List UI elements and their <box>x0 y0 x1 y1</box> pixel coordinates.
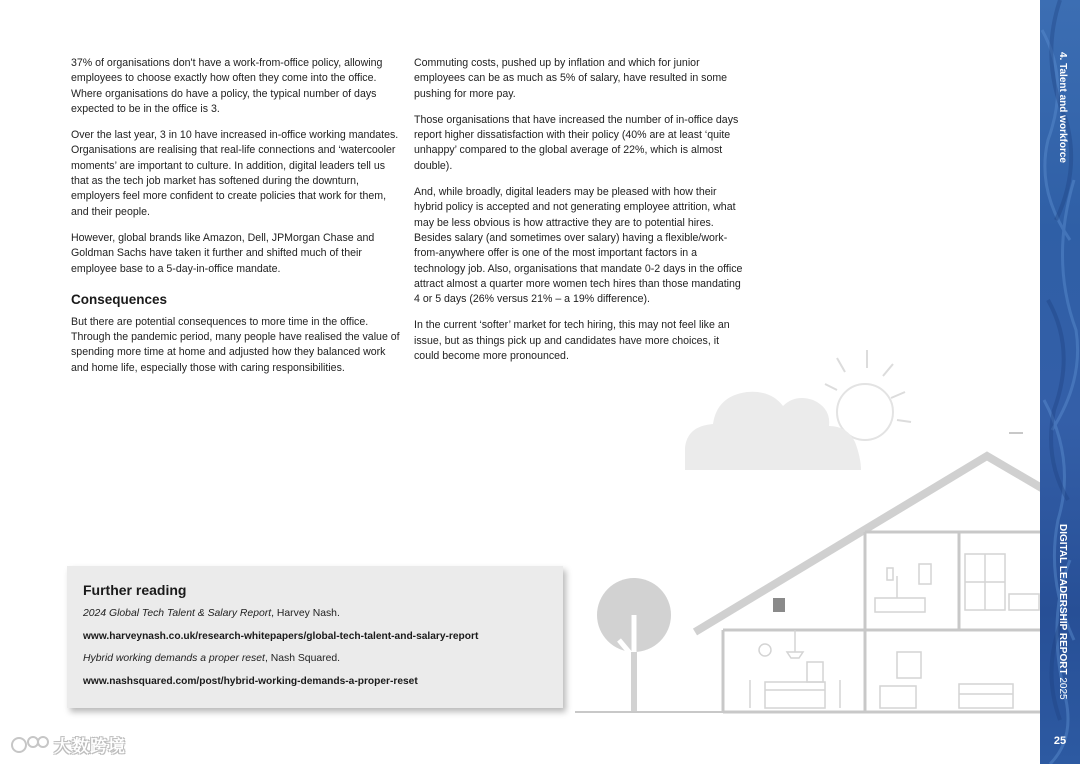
report-year: 2025 <box>1057 677 1068 700</box>
paragraph-office-policy: 37% of organisations don't have a work-from-office policy, allowing employees to choose exactly how often they come into the office. Where organisations do have a policy, the typical number of days expected to be in the office is 3. <box>71 57 383 115</box>
watermark-text: 大数跨境 <box>54 737 126 756</box>
sidebar-section-label: 4. Talent and workforce <box>1057 52 1068 163</box>
left-column <box>71 56 401 387</box>
right-column <box>414 56 744 375</box>
heading-consequences: Consequences <box>71 291 168 307</box>
paragraph-consequences: But there are potential consequences to more time in the office. Through the pandemic period, many people have realised the value of spending more time at home and adjusted how they balanced work and home life, especially those with caring responsibilities. <box>71 315 400 374</box>
reference-2-title: Hybrid working demands a proper reset <box>83 653 265 664</box>
paragraph-softer-market: In the current ‘softer’ market for tech hiring, this may not feel like an issue, but as things pick up and candidates have more choices, it could become more pronounced. <box>414 319 730 363</box>
paragraph-global-brands: However, global brands like Amazon, Dell, JPMorgan Chase and Goldman Sachs have taken it further and shifted much of their employee base to a 5-day-in-office mandate. <box>71 231 375 275</box>
reference-1-link[interactable]: www.harveynash.co.uk/research-whitepapers/global-tech-talent-and-salary-report <box>83 630 479 642</box>
further-reading-title: Further reading <box>83 582 187 598</box>
sidebar-report-title <box>1057 524 1068 700</box>
paragraph-attractiveness: And, while broadly, digital leaders may be pleased with how their hybrid policy is accepted and not generating employee attrition, what may be less obvious is how attractive they are to potential hires. Besides salary (and sometimes over salary) having a flexible/work-from-anywhere offer is one of the most important factors in a technology job. Also, organisations that mandate 0-2 days in the office attract almost a quarter more women tech hires than those mandating 4 or 5 days (26% versus 21% – a 19% difference). <box>414 186 743 306</box>
watermark-logo-icon <box>10 734 50 756</box>
reference-1 <box>83 607 547 621</box>
further-reading-box <box>67 566 563 708</box>
house-illustration <box>575 340 1040 715</box>
reference-1-title: 2024 Global Tech Talent & Salary Report <box>83 608 272 619</box>
page-number: 25 <box>1053 735 1067 747</box>
paragraph-dissatisfaction: Those organisations that have increased the number of in-office days report higher dissatisfaction with their policy (40% are at least ‘quite unhappy’ compared to the global average of 22%, which is almost double). <box>414 113 739 172</box>
reference-2-source: , Nash Squared. <box>264 653 341 664</box>
paragraph-increased-mandates: Over the last year, 3 in 10 have increased in-office working mandates. Organisations are realising that real-life connections and ‘watercooler moments’ are important to culture. In addition, digital leaders tell us that as the tech job market has softened during the downturn, employers feel more confident to create policies that work for them, and their people. <box>71 129 399 218</box>
reference-2-link[interactable]: www.nashsquared.com/post/hybrid-working-demands-a-proper-reset <box>83 675 418 687</box>
paragraph-commuting-costs: Commuting costs, pushed up by inflation and which for junior employees can be as much as 5% of salary, have resulted in some pushing for more pay. <box>414 57 728 100</box>
reference-2 <box>83 652 547 666</box>
report-name: DIGITAL LEADERSHIP REPORT <box>1057 524 1068 675</box>
reference-1-source: , Harvey Nash. <box>271 608 340 619</box>
watermark <box>10 732 126 757</box>
